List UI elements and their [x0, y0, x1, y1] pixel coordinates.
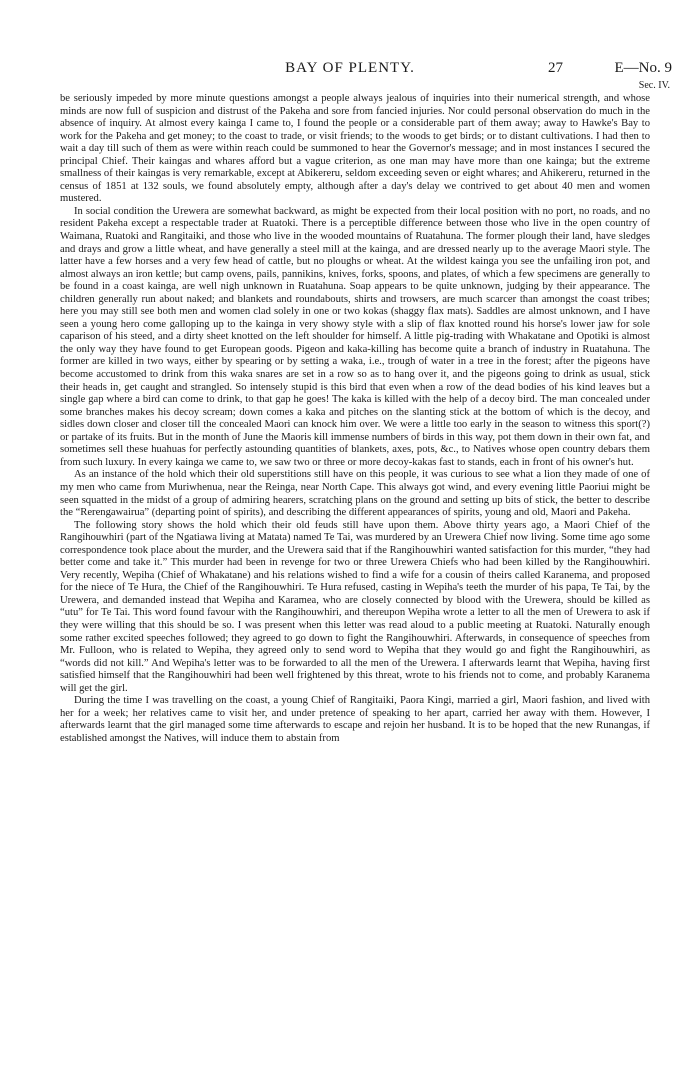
- paragraph-superstitions: As an instance of the hold which their old superstitions still have on this people, it was curious to see what a lion they made of one of my men who came from Muriwhenua, near the Reinga, near North Cape. This always got wind, and every evening little Paoriui might be seen squatted in the midst of a group of admiring hearers, scratching plans on the ground and setting up bits of stick, the better to describe the “Rerengawairua” (departing point of spirits), and describing the different appearances of spirits, young and old, Maori and Pakeha.: [60, 469, 650, 519]
- body-text: [60, 93, 650, 745]
- running-title: BAY OF PLENTY.: [285, 60, 415, 76]
- page-number: 27: [548, 60, 563, 76]
- document-number: E—No. 9: [614, 60, 672, 76]
- paragraph-continued: be seriously impeded by more minute questions amongst a people always jealous of inquiries into their numerical strength, and whose minds are now full of suspicion and distrust of the Pakeha and sore from fancied injuries. Nor could personal observation do much in the absence of inquiry. At almost every kainga I came to, I found the people or a considerable part of them away; away to Hawke's Bay to work for the Pakeha and get money; to the coast to trade, or visit friends; to the woods to get birds; or to distant cultivations. I had then to wait a day till such of them as were within reach could be summoned to hear the Governor's message; and in most instances I secured the principal Chief. Their kaingas and whares afford but a vague criterion, as one man may have more than one kainga; but the extreme smallness of their kaingas is very remarkable, except at Abikereru, seldom exceeding seven or eight whares; and Ahikereru, returned in the census of 1851 at 132 souls, we found absolutely empty, although after a day's delay we contrived to get about 40 men and women mustered.: [60, 93, 650, 205]
- paragraph-social-condition: In social condition the Urewera are somewhat backward, as might be expected from their local position with no port, no roads, and no resident Pakeha except a respectable trader at Ruatoki. There is a perceptible difference between those who live in the open country of Waimana, Ruatoki and Rangitaiki, and those who live in the wooded mountains of Ruatahuna. The former plough their land, have sledges and drays and grow a little wheat, and have generally a steel mill at the kainga, and are dressed nearly up to the average Maori style. The latter have a few horses and a very few head of cattle, but no ploughs or wheat. At the wildest kainga you see the unfailing iron pot, and almost always an iron kettle; but camp ovens, pails, pannikins, knives, forks, spoons, and plates, of which a few specimens are generally to be found in a coast kainga, are well nigh unknown in Ruatahuna. Soap appears to be quite unknown, judging by their appearance. The children generally run about naked; and blankets and roundabouts, shirts and trowsers, are much scarcer than amongst the coast tribes; here you may still see both men and women clad solely in one or two kokas (shaggy flax mats). Saddles are almost unknown, and I have seen a young hero come galloping up to the kainga in very showy style with a slip of flax knotted round his horse's lower jaw for sole caparison of his steed, and a dirty sheet knotted on the left shoulder for himself. A little pig-trading with Whakatane and Opotiki is almost the only way they have found to get European goods. Pigeon and kaka-killing has become quite a branch of industry in Ruatahuna. The former are killed in two ways, either by spearing or by setting a waka, i.e., trough of water in a tree in the forest; after the pigeons have become accustomed to drink from this waka snares are set in a row so as to hang over it, and the pigeons going to drink as usual, stick their heads in, get caught and strangled. So intensely stupid is this bird that even when a row of the dead bodies of his kind leaves but a single gap where a bird can come to drink, to that gap he goes! The kaka is killed with the help of a decoy bird. The man concealed under some branches makes his decoy scream; down comes a kaka and pitches on the slanting stick at the bottom of which is the decoy, and sidles down closer and closer till the concealed Maori can knock him over. We were a little too early in the season to witness this sport(?) or partake of its fruits. But in the month of June the Maoris kill immense numbers of birds in this way, pot them down in their own fat, and sometimes sell these huahuas for perfectly astounding quantities of blankets, axes, pots, &c., to Natives whose open country debars them from such luxury. In every kainga we came to, we saw two or three or more decoy-kakas fast to stands, each in front of his owner's hut.: [60, 205, 650, 468]
- section-label: Sec. IV.: [638, 80, 670, 91]
- page-header: [0, 60, 700, 82]
- paragraph-marriage-story: During the time I was travelling on the coast, a young Chief of Rangitaiki, Paora Kingi, married a girl, Maori fashion, and lived with her for a week; her relatives came to visit her, and under pretence of speaking to her apart, carried her away with them. However, I afterwards learnt that the girl managed some time afterwards to escape and rejoin her husband. It is to be hoped that the new Runangas, if established amongst the Natives, will induce them to abstain from: [60, 695, 650, 744]
- paragraph-feud-story: The following story shows the hold which their old feuds still have upon them. Above thirty years ago, a Maori Chief of the Rangihouwhiri (part of the Ngatiawa living at Matata) named Te Tai, was murdered by an Urewera Chief now living. Some time ago some correspondence took place about the murder, and the Urewera said that if the Rangihouwhiri wanted satisfaction for this murder, “they had better come and take it.” This murder had been in revenge for two or three Urewera Chiefs who had been killed by the Rangihouwhiri. Very recently, Wepiha (Chief of Whakatane) and his relations wished to find a wife for a cousin of theirs called Karanema, and proposed for the niece of Te Hura, the Chief of the Rangihouwhiri. Te Hura refused, casting in Wepiha's teeth the murder of his papa, Te Tai, by the Urewera, and demanded instead that Wepiha and Karamea, who are closely connected by blood with the Urewera, should be killed as “utu” for Te Tai. This word found favour with the Rangihouwhiri, and thereupon Wepiha wrote a letter to all the men of Urewera to ask if they were willing that this should be so. I was present when this letter was read aloud to a public meeting at Ruatoki. Naturally enough some rather excited speeches followed; they agreed to go down to fight the Rangihouwhiri. Afterwards, in consequence of speeches from Mr. Fulloon, who is related to Wepiha, they agreed only to send word to Wepiha that they would go and fight the Rangihouwhiri, as “words did not kill.” And Wepiha's letter was to be forwarded to all the men of the Urewera. I afterwards learnt that Wepiha, having first satisfied himself that the Rangihouwhiri had been well frightened by this threat, wrote to his friends not to come, and probably Karanema will get the girl.: [60, 519, 650, 694]
